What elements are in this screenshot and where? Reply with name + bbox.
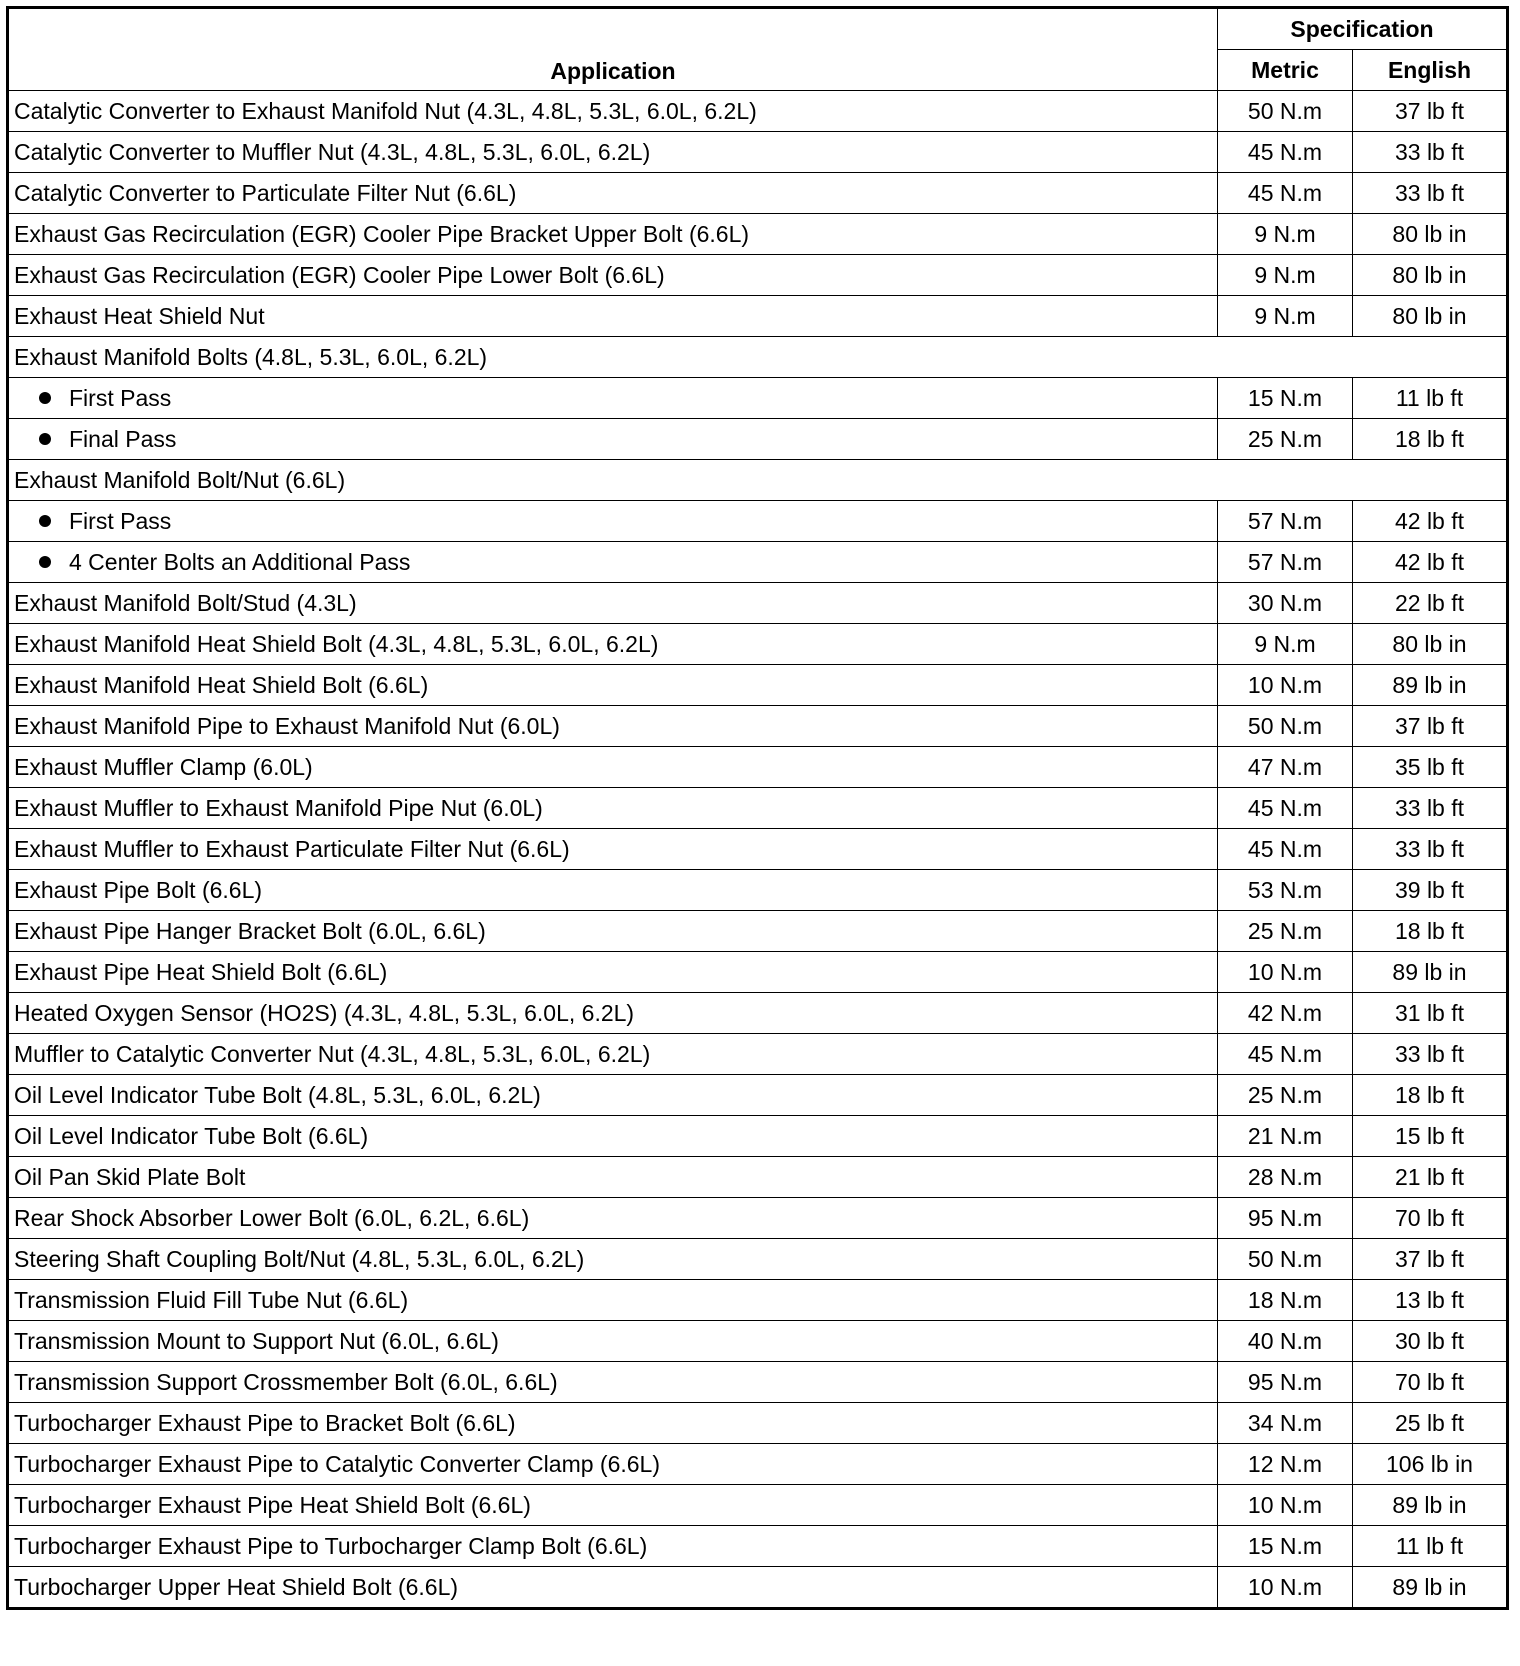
metric-cell: 25 N.m <box>1218 911 1353 952</box>
application-cell <box>8 1075 1218 1116</box>
application-text: 4 Center Bolts an Additional Pass <box>69 549 411 575</box>
table-row <box>8 1157 1508 1198</box>
application-cell <box>8 296 1218 337</box>
table-row <box>8 501 1508 542</box>
application-text: Exhaust Manifold Heat Shield Bolt (6.6L) <box>14 672 429 698</box>
table-row <box>8 1116 1508 1157</box>
english-cell: 33 lb ft <box>1353 132 1508 173</box>
table-row <box>8 1239 1508 1280</box>
application-cell <box>8 665 1218 706</box>
english-cell: 25 lb ft <box>1353 1403 1508 1444</box>
english-cell: 21 lb ft <box>1353 1157 1508 1198</box>
application-cell <box>8 952 1218 993</box>
application-text: Transmission Mount to Support Nut (6.0L, 6.6L) <box>14 1328 499 1354</box>
english-cell: 42 lb ft <box>1353 542 1508 583</box>
table-row <box>8 1403 1508 1444</box>
application-cell <box>8 1403 1218 1444</box>
table-row <box>8 378 1508 419</box>
english-cell: 89 lb in <box>1353 1485 1508 1526</box>
table-row <box>8 542 1508 583</box>
application-text: Catalytic Converter to Muffler Nut (4.3L, 4.8L, 5.3L, 6.0L, 6.2L) <box>14 139 651 165</box>
english-cell: 89 lb in <box>1353 1567 1508 1609</box>
table-row <box>8 255 1508 296</box>
application-cell <box>8 624 1218 665</box>
table-row <box>8 624 1508 665</box>
application-cell <box>8 911 1218 952</box>
torque-spec-table <box>6 6 1509 1610</box>
english-cell: 33 lb ft <box>1353 788 1508 829</box>
metric-cell: 47 N.m <box>1218 747 1353 788</box>
application-text: Turbocharger Upper Heat Shield Bolt (6.6L) <box>14 1574 459 1600</box>
specification-header: Specification <box>1218 8 1508 50</box>
english-cell: 37 lb ft <box>1353 91 1508 132</box>
english-cell: 18 lb ft <box>1353 1075 1508 1116</box>
table-row <box>8 1280 1508 1321</box>
table-row <box>8 1075 1508 1116</box>
metric-cell: 57 N.m <box>1218 542 1353 583</box>
application-cell <box>8 706 1218 747</box>
metric-cell: 45 N.m <box>1218 173 1353 214</box>
metric-cell: 15 N.m <box>1218 378 1353 419</box>
metric-cell: 42 N.m <box>1218 993 1353 1034</box>
application-cell <box>8 1157 1218 1198</box>
application-cell <box>8 1485 1218 1526</box>
application-text: Turbocharger Exhaust Pipe to Catalytic Converter Clamp (6.6L) <box>14 1451 660 1477</box>
table-row <box>8 91 1508 132</box>
application-cell <box>8 132 1218 173</box>
application-text: First Pass <box>69 385 172 411</box>
metric-cell: 18 N.m <box>1218 1280 1353 1321</box>
application-text: Heated Oxygen Sensor (HO2S) (4.3L, 4.8L, 5.3L, 6.0L, 6.2L) <box>14 1000 635 1026</box>
english-cell: 11 lb ft <box>1353 378 1508 419</box>
metric-cell: 15 N.m <box>1218 1526 1353 1567</box>
metric-cell: 25 N.m <box>1218 419 1353 460</box>
application-cell <box>8 419 1218 460</box>
english-cell: 70 lb ft <box>1353 1362 1508 1403</box>
english-cell: 30 lb ft <box>1353 1321 1508 1362</box>
english-cell: 39 lb ft <box>1353 870 1508 911</box>
table-row <box>8 132 1508 173</box>
bullet-icon <box>39 392 51 404</box>
application-text: Exhaust Gas Recirculation (EGR) Cooler Pipe Bracket Upper Bolt (6.6L) <box>14 221 750 247</box>
application-cell <box>8 1567 1218 1609</box>
application-text: Steering Shaft Coupling Bolt/Nut (4.8L, 5.3L, 6.0L, 6.2L) <box>14 1246 585 1272</box>
english-cell: 33 lb ft <box>1353 173 1508 214</box>
table-row <box>8 173 1508 214</box>
table-row <box>8 870 1508 911</box>
application-cell <box>8 870 1218 911</box>
application-text: Exhaust Manifold Pipe to Exhaust Manifold Nut (6.0L) <box>14 713 560 739</box>
metric-cell: 9 N.m <box>1218 624 1353 665</box>
metric-cell: 30 N.m <box>1218 583 1353 624</box>
application-cell <box>8 173 1218 214</box>
application-text: Exhaust Manifold Bolt/Stud (4.3L) <box>14 590 357 616</box>
english-cell: 42 lb ft <box>1353 501 1508 542</box>
metric-cell: 9 N.m <box>1218 214 1353 255</box>
english-header: English <box>1353 50 1508 91</box>
table-header <box>8 8 1508 91</box>
english-cell: 89 lb in <box>1353 665 1508 706</box>
metric-cell: 95 N.m <box>1218 1198 1353 1239</box>
table-row <box>8 1526 1508 1567</box>
english-cell: 35 lb ft <box>1353 747 1508 788</box>
application-cell <box>8 788 1218 829</box>
table-row <box>8 993 1508 1034</box>
header-row-1 <box>8 8 1508 50</box>
application-cell <box>8 1034 1218 1075</box>
table-row <box>8 1034 1508 1075</box>
metric-cell: 28 N.m <box>1218 1157 1353 1198</box>
application-cell <box>8 501 1218 542</box>
english-cell: 106 lb in <box>1353 1444 1508 1485</box>
metric-cell: 25 N.m <box>1218 1075 1353 1116</box>
english-cell: 31 lb ft <box>1353 993 1508 1034</box>
table-row <box>8 665 1508 706</box>
english-cell: 15 lb ft <box>1353 1116 1508 1157</box>
table-body <box>8 91 1508 1609</box>
application-cell <box>8 1280 1218 1321</box>
application-cell <box>8 255 1218 296</box>
application-text: Exhaust Pipe Hanger Bracket Bolt (6.0L, 6.6L) <box>14 918 486 944</box>
table-row <box>8 829 1508 870</box>
application-text: Final Pass <box>69 426 177 452</box>
application-header: Application <box>8 8 1218 91</box>
english-cell: 18 lb ft <box>1353 911 1508 952</box>
application-cell <box>8 1116 1218 1157</box>
metric-cell: 45 N.m <box>1218 1034 1353 1075</box>
metric-cell: 50 N.m <box>1218 706 1353 747</box>
metric-cell: 12 N.m <box>1218 1444 1353 1485</box>
english-cell: 89 lb in <box>1353 952 1508 993</box>
application-text: First Pass <box>69 508 172 534</box>
application-text: Oil Level Indicator Tube Bolt (4.8L, 5.3L, 6.0L, 6.2L) <box>14 1082 541 1108</box>
table-row <box>8 296 1508 337</box>
application-text: Oil Pan Skid Plate Bolt <box>14 1164 246 1190</box>
bullet-icon <box>39 433 51 445</box>
english-cell: 80 lb in <box>1353 214 1508 255</box>
metric-cell: 9 N.m <box>1218 296 1353 337</box>
metric-cell: 10 N.m <box>1218 1485 1353 1526</box>
metric-cell: 9 N.m <box>1218 255 1353 296</box>
application-text: Exhaust Muffler to Exhaust Particulate Filter Nut (6.6L) <box>14 836 570 862</box>
group-label: Exhaust Manifold Bolts (4.8L, 5.3L, 6.0L, 6.2L) <box>8 337 1508 378</box>
table-row <box>8 1362 1508 1403</box>
application-cell <box>8 1198 1218 1239</box>
application-text: Rear Shock Absorber Lower Bolt (6.0L, 6.2L, 6.6L) <box>14 1205 530 1231</box>
metric-cell: 50 N.m <box>1218 1239 1353 1280</box>
table-row <box>8 1567 1508 1609</box>
application-text: Turbocharger Exhaust Pipe to Bracket Bolt (6.6L) <box>14 1410 516 1436</box>
metric-cell: 40 N.m <box>1218 1321 1353 1362</box>
table-row <box>8 747 1508 788</box>
english-cell: 33 lb ft <box>1353 829 1508 870</box>
table-row <box>8 1444 1508 1485</box>
metric-cell: 10 N.m <box>1218 665 1353 706</box>
application-cell <box>8 1444 1218 1485</box>
metric-cell: 57 N.m <box>1218 501 1353 542</box>
application-text: Oil Level Indicator Tube Bolt (6.6L) <box>14 1123 369 1149</box>
application-text: Turbocharger Exhaust Pipe to Turbocharger Clamp Bolt (6.6L) <box>14 1533 648 1559</box>
table-row <box>8 419 1508 460</box>
bullet-icon <box>39 556 51 568</box>
english-cell: 37 lb ft <box>1353 1239 1508 1280</box>
metric-header: Metric <box>1218 50 1353 91</box>
application-cell <box>8 91 1218 132</box>
metric-cell: 45 N.m <box>1218 829 1353 870</box>
group-label: Exhaust Manifold Bolt/Nut (6.6L) <box>8 460 1508 501</box>
table-row <box>8 911 1508 952</box>
table-row <box>8 214 1508 255</box>
application-text: Exhaust Muffler Clamp (6.0L) <box>14 754 313 780</box>
application-text: Exhaust Muffler to Exhaust Manifold Pipe Nut (6.0L) <box>14 795 543 821</box>
table-row <box>8 706 1508 747</box>
metric-cell: 50 N.m <box>1218 91 1353 132</box>
english-cell: 80 lb in <box>1353 624 1508 665</box>
table-row <box>8 952 1508 993</box>
application-cell <box>8 583 1218 624</box>
application-cell <box>8 1239 1218 1280</box>
table-row <box>8 583 1508 624</box>
table-row <box>8 1198 1508 1239</box>
table-group-row <box>8 460 1508 501</box>
application-cell <box>8 542 1218 583</box>
table-row <box>8 788 1508 829</box>
application-text: Exhaust Gas Recirculation (EGR) Cooler Pipe Lower Bolt (6.6L) <box>14 262 665 288</box>
application-text: Exhaust Heat Shield Nut <box>14 303 265 329</box>
application-text: Transmission Fluid Fill Tube Nut (6.6L) <box>14 1287 409 1313</box>
application-text: Catalytic Converter to Particulate Filter Nut (6.6L) <box>14 180 517 206</box>
application-cell <box>8 214 1218 255</box>
application-text: Exhaust Pipe Bolt (6.6L) <box>14 877 263 903</box>
application-text: Exhaust Pipe Heat Shield Bolt (6.6L) <box>14 959 388 985</box>
application-text: Muffler to Catalytic Converter Nut (4.3L, 4.8L, 5.3L, 6.0L, 6.2L) <box>14 1041 651 1067</box>
metric-cell: 95 N.m <box>1218 1362 1353 1403</box>
metric-cell: 21 N.m <box>1218 1116 1353 1157</box>
metric-cell: 10 N.m <box>1218 1567 1353 1609</box>
application-text: Exhaust Manifold Heat Shield Bolt (4.3L, 4.8L, 5.3L, 6.0L, 6.2L) <box>14 631 659 657</box>
application-cell <box>8 747 1218 788</box>
english-cell: 13 lb ft <box>1353 1280 1508 1321</box>
application-text: Catalytic Converter to Exhaust Manifold Nut (4.3L, 4.8L, 5.3L, 6.0L, 6.2L) <box>14 98 757 124</box>
application-cell <box>8 1526 1218 1567</box>
application-cell <box>8 1362 1218 1403</box>
metric-cell: 53 N.m <box>1218 870 1353 911</box>
english-cell: 80 lb in <box>1353 296 1508 337</box>
english-cell: 11 lb ft <box>1353 1526 1508 1567</box>
application-cell <box>8 829 1218 870</box>
application-text: Transmission Support Crossmember Bolt (6.0L, 6.6L) <box>14 1369 558 1395</box>
table-row <box>8 1321 1508 1362</box>
english-cell: 80 lb in <box>1353 255 1508 296</box>
application-cell <box>8 1321 1218 1362</box>
application-cell <box>8 993 1218 1034</box>
application-text: Turbocharger Exhaust Pipe Heat Shield Bolt (6.6L) <box>14 1492 531 1518</box>
application-cell <box>8 378 1218 419</box>
english-cell: 37 lb ft <box>1353 706 1508 747</box>
english-cell: 70 lb ft <box>1353 1198 1508 1239</box>
metric-cell: 45 N.m <box>1218 788 1353 829</box>
table-row <box>8 1485 1508 1526</box>
metric-cell: 10 N.m <box>1218 952 1353 993</box>
metric-cell: 45 N.m <box>1218 132 1353 173</box>
bullet-icon <box>39 515 51 527</box>
table-group-row <box>8 337 1508 378</box>
english-cell: 22 lb ft <box>1353 583 1508 624</box>
english-cell: 18 lb ft <box>1353 419 1508 460</box>
english-cell: 33 lb ft <box>1353 1034 1508 1075</box>
metric-cell: 34 N.m <box>1218 1403 1353 1444</box>
